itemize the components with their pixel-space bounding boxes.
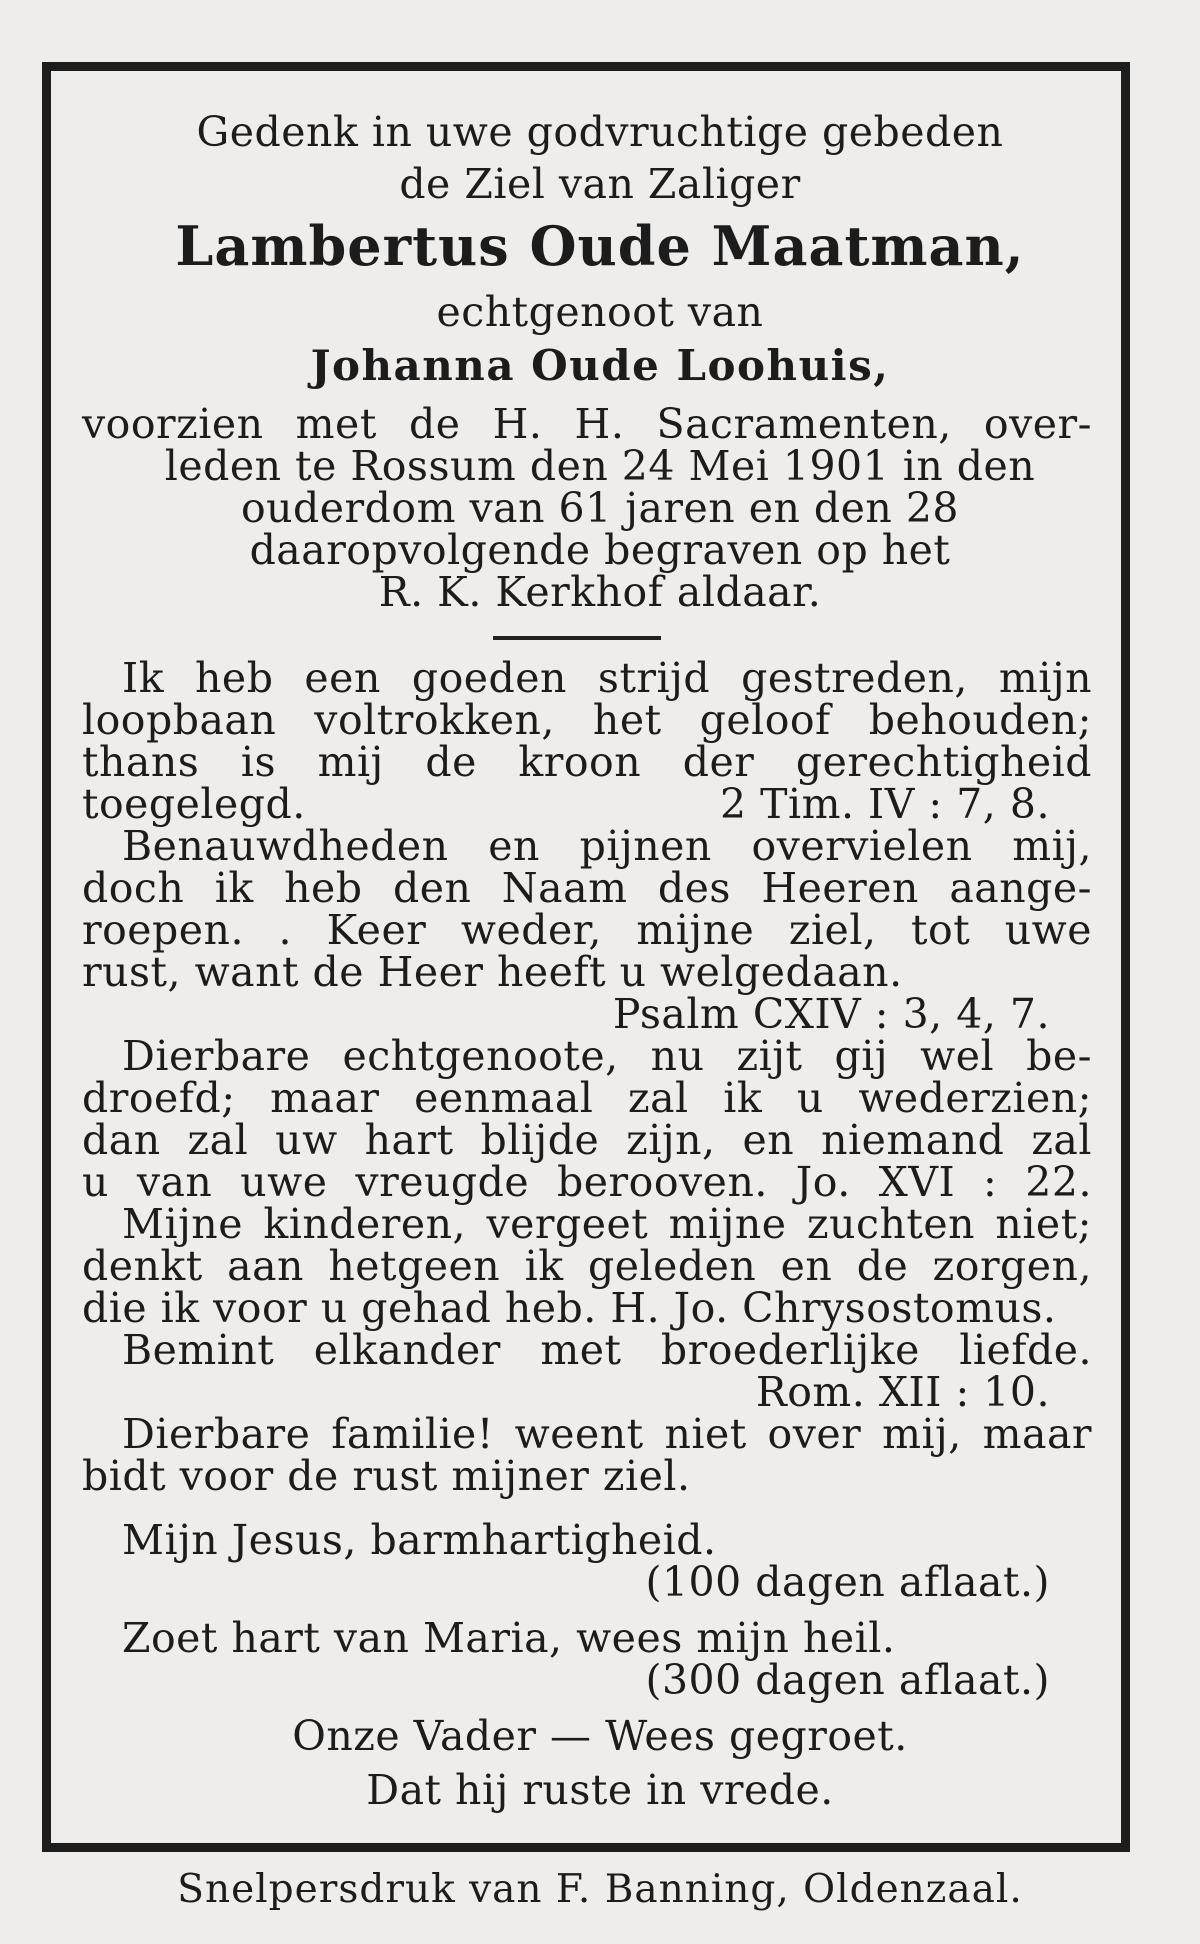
prayer-line: Zoet hart van Maria, wees mijn heil. bbox=[122, 1614, 896, 1662]
verse-line: bidt voor de rust mijner ziel. bbox=[82, 1452, 691, 1500]
verse-line: Ik heb een goeden strijd gestreden, mijn bbox=[122, 654, 1092, 702]
verse-reference: Rom. XII : 10. bbox=[755, 1368, 1050, 1416]
verse-line: dan zal uw hart blijde zijn, en niemand zal bbox=[82, 1116, 1092, 1164]
verse-line: Benauwdheden en pijnen overvielen mij, bbox=[122, 822, 1092, 870]
verse-reference: Psalm CXIV : 3, 4, 7. bbox=[612, 990, 1050, 1038]
verse-line: loopbaan voltrokken, het geloof behouden; bbox=[82, 696, 1092, 744]
verse-line: droefd; maar eenmaal zal ik u wederzien; bbox=[82, 1074, 1092, 1122]
verse-line: Dierbare familie! weent niet over mij, maar bbox=[122, 1410, 1092, 1458]
closing-line: Dat hij ruste in vrede. bbox=[366, 1766, 834, 1814]
details-line: daaropvolgende begraven op het bbox=[249, 526, 951, 574]
details-line: R. K. Kerkhof aldaar. bbox=[378, 568, 822, 616]
verse-line: doch ik heb den Naam des Heeren aange- bbox=[82, 864, 1092, 912]
verse-line: thans is mij de kroon der gerechtigheid bbox=[82, 738, 1092, 786]
intro-line-2: de Ziel van Zaliger bbox=[399, 160, 801, 208]
details-line: ouderdom van 61 jaren en den 28 bbox=[240, 484, 960, 532]
deceased-name: Lambertus Oude Maatman, bbox=[175, 214, 1025, 278]
details-line: voorzien met de H. H. Sacramenten, over- bbox=[82, 400, 1092, 448]
verse-line: Mijne kinderen, vergeet mijne zuchten niet; bbox=[122, 1200, 1092, 1248]
spouse-name: Johanna Oude Loohuis, bbox=[310, 341, 890, 390]
details-line: leden te Rossum den 24 Mei 1901 in den bbox=[164, 442, 1036, 490]
verse-line: roepen. . Keer weder, mijne ziel, tot uwe bbox=[82, 906, 1092, 954]
intro-line: Gedenk in uwe godvruchtige gebeden bbox=[196, 108, 1004, 156]
closing-line: Onze Vader — Wees gegroet. bbox=[292, 1712, 908, 1760]
spouse-intro: echtgenoot van bbox=[436, 288, 764, 336]
printer-credit: Snelpersdruk van F. Banning, Oldenzaal. bbox=[177, 1867, 1023, 1912]
verse-line: rust, want de Heer heeft u welgedaan. bbox=[82, 948, 903, 996]
divider bbox=[493, 636, 661, 640]
verse-line: u van uwe vreugde berooven. Jo. XVI : 22. bbox=[82, 1158, 1092, 1206]
verse-line: toegelegd. bbox=[82, 780, 306, 828]
indulgence-note: (100 dagen aflaat.) bbox=[645, 1558, 1050, 1606]
verse-reference: 2 Tim. IV : 7, 8. bbox=[720, 780, 1050, 828]
verse-line: Dierbare echtgenoote, nu zijt gij wel be- bbox=[122, 1032, 1092, 1080]
verse-line: denkt aan hetgeen ik geleden en de zorgen, bbox=[82, 1242, 1092, 1290]
verse-line: die ik voor u gehad heb. H. Jo. Chrysostomus. bbox=[82, 1284, 1057, 1332]
verse-line: Bemint elkander met broederlijke liefde. bbox=[122, 1326, 1092, 1374]
prayer-line: Mijn Jesus, barmhartigheid. bbox=[122, 1516, 717, 1564]
indulgence-note: (300 dagen aflaat.) bbox=[645, 1656, 1050, 1704]
